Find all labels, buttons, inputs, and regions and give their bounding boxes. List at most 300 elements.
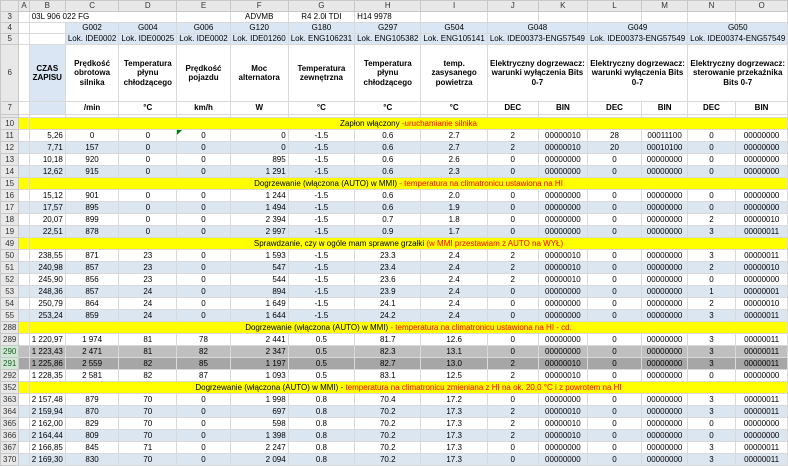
data-cell[interactable]: 0 [587, 358, 641, 370]
data-cell[interactable]: 0 [587, 262, 641, 274]
row-header[interactable]: 352 [1, 382, 19, 394]
data-cell[interactable]: 70.2 [355, 454, 421, 466]
data-cell[interactable]: 85 [177, 358, 230, 370]
data-cell[interactable]: 1 291 [230, 166, 288, 178]
data-cell[interactable]: 0 [688, 166, 736, 178]
unit-cell[interactable]: °C [355, 102, 421, 115]
data-cell[interactable]: 0 [688, 142, 736, 154]
unit-cell[interactable]: BIN [735, 102, 788, 115]
data-cell[interactable]: 00000000 [642, 442, 688, 454]
group-id-cell[interactable]: G180 [288, 23, 354, 34]
unit-cell[interactable]: km/h [177, 102, 230, 115]
cell[interactable] [19, 274, 29, 286]
group-id-cell[interactable]: Lok. ENG105382 [355, 34, 421, 45]
data-cell[interactable]: 0 [177, 286, 230, 298]
data-cell[interactable]: 238,55 [29, 250, 65, 262]
cell[interactable] [19, 382, 29, 394]
data-cell[interactable]: 00000010 [538, 370, 587, 382]
data-cell[interactable]: 0 [587, 442, 641, 454]
row-header[interactable]: 11 [1, 130, 19, 142]
data-cell[interactable]: 00000000 [538, 286, 587, 298]
cell[interactable] [19, 418, 29, 430]
data-cell[interactable]: 00000000 [642, 286, 688, 298]
data-cell[interactable]: 2 997 [230, 226, 288, 238]
data-cell[interactable]: 00000000 [538, 214, 587, 226]
data-cell[interactable]: 0 [119, 190, 177, 202]
data-cell[interactable]: 70.2 [355, 418, 421, 430]
data-cell[interactable]: 1 593 [230, 250, 288, 262]
row-header[interactable]: 289 [1, 334, 19, 346]
data-cell[interactable]: 0 [587, 214, 641, 226]
data-cell[interactable]: 0.6 [355, 190, 421, 202]
data-cell[interactable]: 1 225,86 [29, 358, 65, 370]
column-title-f[interactable]: Moc alternatora [230, 45, 288, 102]
data-cell[interactable]: -1.5 [288, 166, 354, 178]
data-cell[interactable]: 2 581 [65, 370, 118, 382]
data-cell[interactable]: 13.0 [421, 358, 487, 370]
group-id-cell[interactable]: Lok. IDE00373-ENG57549 [487, 34, 587, 45]
data-cell[interactable]: 00000011 [735, 454, 788, 466]
data-cell[interactable]: -1.5 [288, 286, 354, 298]
data-cell[interactable]: 2 [688, 262, 736, 274]
data-cell[interactable]: 82 [119, 358, 177, 370]
column-header-A[interactable]: A [19, 1, 29, 12]
row-header[interactable]: 15 [1, 178, 19, 190]
data-cell[interactable]: 2.4 [421, 250, 487, 262]
data-cell[interactable]: 00000000 [642, 346, 688, 358]
data-cell[interactable]: 1 197 [230, 358, 288, 370]
data-cell[interactable]: 24 [119, 310, 177, 322]
data-cell[interactable]: 0 [487, 226, 538, 238]
group-id-cell[interactable]: G120 [230, 23, 288, 34]
data-cell[interactable]: 00000000 [642, 262, 688, 274]
data-cell[interactable]: 0 [587, 190, 641, 202]
cell[interactable] [538, 12, 587, 23]
data-cell[interactable]: 0 [587, 154, 641, 166]
data-cell[interactable]: 00000000 [642, 226, 688, 238]
data-cell[interactable]: -1.5 [288, 130, 354, 142]
data-cell[interactable]: -1.5 [288, 202, 354, 214]
data-cell[interactable]: 2.4 [421, 298, 487, 310]
cell[interactable] [19, 298, 29, 310]
section-banner-text[interactable] [29, 322, 788, 334]
data-cell[interactable]: 00000000 [538, 454, 587, 466]
data-cell[interactable]: 0 [119, 214, 177, 226]
cell[interactable] [19, 238, 29, 250]
cell[interactable] [19, 226, 29, 238]
data-cell[interactable]: 0 [177, 202, 230, 214]
data-cell[interactable]: 0 [487, 166, 538, 178]
data-cell[interactable]: 00000000 [735, 370, 788, 382]
cell[interactable] [19, 406, 29, 418]
data-cell[interactable]: 1 998 [230, 394, 288, 406]
data-cell[interactable]: 70 [119, 394, 177, 406]
data-cell[interactable]: 13.1 [421, 346, 487, 358]
unit-cell[interactable]: °C [119, 102, 177, 115]
cell[interactable] [19, 454, 29, 466]
data-cell[interactable]: 0 [688, 130, 736, 142]
cell[interactable] [19, 202, 29, 214]
data-cell[interactable]: 17.3 [421, 454, 487, 466]
data-cell[interactable]: 0 [587, 430, 641, 442]
data-cell[interactable]: 857 [65, 262, 118, 274]
data-cell[interactable]: 2 [487, 370, 538, 382]
cell[interactable] [19, 142, 29, 154]
data-cell[interactable]: 0.6 [355, 142, 421, 154]
data-cell[interactable]: 3 [688, 346, 736, 358]
data-cell[interactable]: 0 [487, 298, 538, 310]
section-banner-text[interactable] [29, 118, 788, 130]
data-cell[interactable]: 23 [119, 262, 177, 274]
data-cell[interactable]: 78 [177, 334, 230, 346]
data-cell[interactable]: 81 [119, 346, 177, 358]
group-id-cell[interactable]: Lok. IDE00374-ENG57549 [688, 34, 788, 45]
data-cell[interactable]: 81 [119, 334, 177, 346]
row-header[interactable]: 14 [1, 166, 19, 178]
unit-cell[interactable]: DEC [688, 102, 736, 115]
data-cell[interactable]: 00000000 [642, 454, 688, 466]
row-header[interactable]: 291 [1, 358, 19, 370]
row-header[interactable]: 53 [1, 286, 19, 298]
row-header[interactable]: 16 [1, 190, 19, 202]
data-cell[interactable]: 00000000 [642, 394, 688, 406]
column-header-I[interactable]: I [421, 1, 487, 12]
data-cell[interactable]: 00000000 [642, 358, 688, 370]
cell[interactable] [19, 334, 29, 346]
data-cell[interactable]: 12.6 [421, 334, 487, 346]
data-cell[interactable]: 0 [177, 394, 230, 406]
data-cell[interactable]: 00000000 [538, 394, 587, 406]
data-cell[interactable]: 0.9 [355, 226, 421, 238]
data-cell[interactable]: 0 [177, 298, 230, 310]
data-cell[interactable]: 2.4 [421, 274, 487, 286]
cell[interactable] [19, 250, 29, 262]
data-cell[interactable]: 0 [587, 226, 641, 238]
data-cell[interactable]: 00000000 [642, 154, 688, 166]
cell[interactable] [19, 166, 29, 178]
group-id-cell[interactable]: G504 [421, 23, 487, 34]
data-cell[interactable]: 83.1 [355, 370, 421, 382]
data-cell[interactable]: -1.5 [288, 310, 354, 322]
data-cell[interactable]: 1 494 [230, 202, 288, 214]
data-cell[interactable]: 0 [487, 190, 538, 202]
data-cell[interactable]: 0 [230, 130, 288, 142]
data-cell[interactable]: 697 [230, 406, 288, 418]
data-cell[interactable]: 2 [487, 142, 538, 154]
data-cell[interactable]: 70 [119, 406, 177, 418]
data-cell[interactable]: 1 398 [230, 430, 288, 442]
data-cell[interactable]: 1 228,35 [29, 370, 65, 382]
data-cell[interactable]: 1 220,97 [29, 334, 65, 346]
data-cell[interactable]: 0 [487, 442, 538, 454]
data-cell[interactable]: 00000000 [538, 334, 587, 346]
data-cell[interactable]: 0 [487, 202, 538, 214]
data-cell[interactable]: 0 [688, 370, 736, 382]
row-header[interactable]: 4 [1, 23, 19, 34]
data-cell[interactable]: 0 [587, 202, 641, 214]
group-id-cell[interactable]: Lok. ENG106231 [288, 34, 354, 45]
data-cell[interactable]: 70.2 [355, 442, 421, 454]
data-cell[interactable]: 920 [65, 154, 118, 166]
row-header[interactable]: 370 [1, 454, 19, 466]
data-cell[interactable]: 3 [688, 358, 736, 370]
data-cell[interactable]: 00000000 [642, 298, 688, 310]
data-cell[interactable]: 0.6 [355, 154, 421, 166]
row-header[interactable]: 54 [1, 298, 19, 310]
data-cell[interactable]: 5,26 [29, 130, 65, 142]
data-cell[interactable]: 17.3 [421, 442, 487, 454]
data-cell[interactable]: 2 [688, 214, 736, 226]
data-cell[interactable]: 0.5 [288, 358, 354, 370]
data-cell[interactable]: 0 [487, 334, 538, 346]
data-cell[interactable]: 00000000 [735, 130, 788, 142]
row-header[interactable]: 364 [1, 406, 19, 418]
data-cell[interactable]: 895 [230, 154, 288, 166]
data-cell[interactable]: 82 [119, 370, 177, 382]
data-cell[interactable]: -1.5 [288, 154, 354, 166]
data-cell[interactable]: 0 [177, 154, 230, 166]
group-id-cell[interactable]: Lok. IDE0002 [65, 34, 118, 45]
column-title-h[interactable]: Temperatura płynu chłodzącego [355, 45, 421, 102]
cell[interactable] [19, 286, 29, 298]
group-id-cell[interactable]: G050 [688, 23, 788, 34]
data-cell[interactable]: 00000000 [538, 166, 587, 178]
data-cell[interactable]: -1.5 [288, 190, 354, 202]
data-cell[interactable]: 00000000 [538, 190, 587, 202]
column-title-d[interactable]: Temperatura płynu chłodzącego [119, 45, 177, 102]
group-id-cell[interactable]: Lok. ENG105141 [421, 34, 487, 45]
data-cell[interactable]: 00000010 [538, 430, 587, 442]
data-cell[interactable]: 00000000 [642, 202, 688, 214]
data-cell[interactable]: 2 [487, 430, 538, 442]
data-cell[interactable]: 0 [177, 310, 230, 322]
data-cell[interactable]: 71 [119, 442, 177, 454]
data-cell[interactable]: 915 [65, 166, 118, 178]
data-cell[interactable]: 857 [65, 286, 118, 298]
cell[interactable] [19, 12, 29, 23]
data-cell[interactable]: 1.7 [421, 226, 487, 238]
data-cell[interactable]: 24 [119, 298, 177, 310]
unit-cell[interactable] [29, 102, 65, 115]
data-cell[interactable]: -1.5 [288, 142, 354, 154]
group-id-cell[interactable]: G297 [355, 23, 421, 34]
data-cell[interactable]: 00000011 [735, 346, 788, 358]
cell[interactable] [19, 370, 29, 382]
data-cell[interactable]: 00000010 [538, 130, 587, 142]
data-cell[interactable]: 00000000 [642, 274, 688, 286]
cell[interactable] [19, 102, 29, 115]
data-cell[interactable]: 2 [487, 406, 538, 418]
group-id-cell[interactable]: G004 [119, 23, 177, 34]
data-cell[interactable]: 0 [230, 142, 288, 154]
data-cell[interactable]: 12,62 [29, 166, 65, 178]
data-cell[interactable]: 245,90 [29, 274, 65, 286]
cell[interactable] [19, 23, 29, 34]
data-cell[interactable]: 17.2 [421, 394, 487, 406]
data-cell[interactable]: -1.5 [288, 214, 354, 226]
column-title-i[interactable]: temp. zasysanego powietrza [421, 45, 487, 102]
data-cell[interactable]: 0 [587, 298, 641, 310]
cell[interactable] [421, 12, 487, 23]
column-title-b[interactable]: CZAS ZAPISU [29, 45, 65, 102]
data-cell[interactable]: 2 347 [230, 346, 288, 358]
data-cell[interactable]: 00000000 [538, 298, 587, 310]
data-cell[interactable]: 0.6 [355, 130, 421, 142]
data-cell[interactable]: 00000000 [642, 190, 688, 202]
engine-type-cell[interactable]: R4 2.0l TDI [288, 12, 354, 23]
data-cell[interactable]: 2 159,94 [29, 406, 65, 418]
software-version-cell[interactable]: H14 9978 [355, 12, 421, 23]
data-cell[interactable]: 28 [587, 130, 641, 142]
data-cell[interactable]: 00000010 [538, 142, 587, 154]
data-cell[interactable]: 899 [65, 214, 118, 226]
row-header[interactable]: 367 [1, 442, 19, 454]
data-cell[interactable]: 2.4 [421, 286, 487, 298]
data-cell[interactable]: 00000011 [735, 334, 788, 346]
cell[interactable] [29, 34, 65, 45]
data-cell[interactable]: 00000011 [735, 310, 788, 322]
data-cell[interactable]: 856 [65, 274, 118, 286]
data-cell[interactable]: 0 [119, 130, 177, 142]
data-cell[interactable]: 00000000 [735, 418, 788, 430]
column-header-D[interactable]: D [119, 1, 177, 12]
data-cell[interactable]: 24 [119, 286, 177, 298]
row-header[interactable]: 365 [1, 418, 19, 430]
data-cell[interactable]: 2.6 [421, 154, 487, 166]
data-cell[interactable]: 0.8 [288, 454, 354, 466]
group-id-cell[interactable]: Lok. IDE00025 [119, 34, 177, 45]
cell[interactable] [19, 130, 29, 142]
group-id-cell[interactable]: Lok. IDE01260 [230, 34, 288, 45]
data-cell[interactable]: 00000000 [538, 346, 587, 358]
data-cell[interactable]: 0.6 [355, 166, 421, 178]
row-header[interactable]: 7 [1, 102, 19, 115]
data-cell[interactable]: 0.8 [288, 430, 354, 442]
data-cell[interactable]: 2.7 [421, 130, 487, 142]
data-cell[interactable]: 1 223,43 [29, 346, 65, 358]
data-cell[interactable]: 00000000 [735, 202, 788, 214]
row-header[interactable]: 51 [1, 262, 19, 274]
data-cell[interactable]: 0 [119, 154, 177, 166]
column-title-n[interactable]: Elektryczny dogrzewacz: sterowanie przekaźnika Bits 0-7 [688, 45, 788, 102]
row-header[interactable]: 12 [1, 142, 19, 154]
data-cell[interactable]: 2 559 [65, 358, 118, 370]
data-cell[interactable]: 0.6 [355, 202, 421, 214]
data-cell[interactable]: 1 644 [230, 310, 288, 322]
group-id-cell[interactable]: Lok. IDE0002 [177, 34, 230, 45]
data-cell[interactable]: 0 [688, 430, 736, 442]
data-cell[interactable]: 2 394 [230, 214, 288, 226]
data-cell[interactable]: 2.7 [421, 142, 487, 154]
data-cell[interactable]: 00000010 [735, 214, 788, 226]
cell[interactable] [688, 12, 736, 23]
data-cell[interactable]: 82 [177, 346, 230, 358]
data-cell[interactable]: 0 [487, 454, 538, 466]
data-cell[interactable]: 845 [65, 442, 118, 454]
data-cell[interactable]: 0 [587, 274, 641, 286]
data-cell[interactable]: 0 [177, 190, 230, 202]
data-cell[interactable]: 0 [688, 190, 736, 202]
data-cell[interactable]: 2 [487, 274, 538, 286]
data-cell[interactable]: 22,51 [29, 226, 65, 238]
data-cell[interactable]: 0 [587, 346, 641, 358]
data-cell[interactable]: 0 [688, 154, 736, 166]
row-header[interactable]: 18 [1, 214, 19, 226]
data-cell[interactable]: 2 157,48 [29, 394, 65, 406]
data-cell[interactable]: 0 [688, 202, 736, 214]
data-cell[interactable]: 0 [587, 334, 641, 346]
column-header-B[interactable]: B [29, 1, 65, 12]
data-cell[interactable]: 829 [65, 418, 118, 430]
data-cell[interactable]: 0 [177, 262, 230, 274]
data-cell[interactable]: -1.5 [288, 226, 354, 238]
data-cell[interactable]: 3 [688, 394, 736, 406]
data-cell[interactable]: 00000011 [735, 406, 788, 418]
data-cell[interactable]: 70.2 [355, 406, 421, 418]
data-cell[interactable]: 544 [230, 274, 288, 286]
data-cell[interactable]: 0 [587, 166, 641, 178]
data-cell[interactable]: 2 166,85 [29, 442, 65, 454]
data-cell[interactable]: 157 [65, 142, 118, 154]
data-cell[interactable]: 00000010 [538, 262, 587, 274]
data-cell[interactable]: 864 [65, 298, 118, 310]
data-cell[interactable]: 859 [65, 310, 118, 322]
data-cell[interactable]: 7,71 [29, 142, 65, 154]
unit-cell[interactable]: °C [421, 102, 487, 115]
row-header[interactable]: 5 [1, 34, 19, 45]
data-cell[interactable]: 00000000 [642, 370, 688, 382]
data-cell[interactable]: 1 093 [230, 370, 288, 382]
row-header[interactable]: 13 [1, 154, 19, 166]
data-cell[interactable]: 0.8 [288, 418, 354, 430]
cell[interactable] [19, 358, 29, 370]
data-cell[interactable]: 70 [119, 454, 177, 466]
data-cell[interactable]: 70 [119, 430, 177, 442]
data-cell[interactable]: 3 [688, 334, 736, 346]
data-cell[interactable]: 2 164,44 [29, 430, 65, 442]
data-cell[interactable]: 253,24 [29, 310, 65, 322]
data-cell[interactable]: 2 [487, 418, 538, 430]
data-cell[interactable]: 0 [688, 274, 736, 286]
data-cell[interactable]: 00000000 [735, 166, 788, 178]
row-header[interactable]: 55 [1, 310, 19, 322]
column-header-K[interactable]: K [538, 1, 587, 12]
column-title-l[interactable]: Elektryczny dogrzewacz: warunki wyłączenia Bits 0-7 [587, 45, 687, 102]
row-header[interactable]: 50 [1, 250, 19, 262]
row-header[interactable]: 363 [1, 394, 19, 406]
cell[interactable] [19, 118, 29, 130]
data-cell[interactable]: 00000011 [735, 394, 788, 406]
data-cell[interactable]: 20 [587, 142, 641, 154]
data-cell[interactable]: 00000001 [735, 286, 788, 298]
column-title-j[interactable]: Elektryczny dogrzewacz: warunki wyłączenia Bits 0-7 [487, 45, 587, 102]
data-cell[interactable]: 10,18 [29, 154, 65, 166]
cell[interactable] [642, 12, 688, 23]
data-cell[interactable]: 0 [177, 430, 230, 442]
data-cell[interactable]: 23.3 [355, 250, 421, 262]
column-header-C[interactable]: C [65, 1, 118, 12]
data-cell[interactable]: 2.4 [421, 262, 487, 274]
data-cell[interactable]: 0.8 [288, 406, 354, 418]
data-cell[interactable]: 2 471 [65, 346, 118, 358]
row-header[interactable]: 17 [1, 202, 19, 214]
data-cell[interactable]: 895 [65, 202, 118, 214]
data-cell[interactable]: 0 [119, 202, 177, 214]
data-cell[interactable]: 0.5 [288, 334, 354, 346]
column-header-M[interactable]: M [642, 1, 688, 12]
data-cell[interactable]: 70.2 [355, 430, 421, 442]
data-cell[interactable]: 0 [487, 286, 538, 298]
